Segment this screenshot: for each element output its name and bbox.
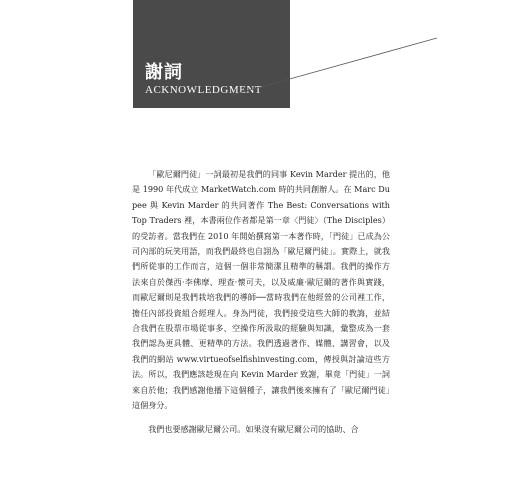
chapter-subtitle: ACKNOWLEDGMENT bbox=[145, 84, 262, 96]
paragraph: 「歐尼爾門徒」一詞最初是我們的同事 Kevin Marder 提出的，他是 1990 年代成立 MarketWatch.com 時的共同創辦人。在 Marc Dupee 與 Kevin Marder 的共同著作 The Best: Conversations with Top Traders 裡，本書兩位作者都是第一章〈門徒〉（The Disciples）的受訪者。當我們在 2010 年開始撰寫第一本著作時，「門徒」已成為公司內部的玩笑用語，而我們最終也自詡為「歐尼爾門徒」。實際上，就我們所從事的工作而言，這個一個非常簡潔且精準的稱謂。我們的操作方法來自於傑西·李佛摩、理查·懷可夫，以及威廉·歐尼爾的著作與實踐，而歐尼爾則是我們栽培我們的導師──當時我們在他經營的公司裡工作，擔任內部投資組合經理人。身為門徒，我們接受這些大師的教誨，並結合我們在股票市場從事多、空操作所汲取的經驗與知識，彙整成為一套我們認為更具體、更精準的方法。我們透過著作、媒體、講習會，以及我們的網站 www.virtueofselfishinvesting.com，傳授與討論這些方法。所以，我們應該趁現在向 Kevin Marder 致謝，畢竟「門徒」一詞來自於他；我們感謝他播下這個種子，讓我們後來擁有了「歐尼爾門徒」這個身分。 bbox=[132, 169, 390, 411]
acknowledgment-text bbox=[132, 167, 390, 437]
paragraph: 我們也要感謝歐尼爾公司。如果沒有歐尼爾公司的協助、合 bbox=[148, 423, 359, 434]
chapter-title: 謝詞 bbox=[145, 62, 183, 83]
